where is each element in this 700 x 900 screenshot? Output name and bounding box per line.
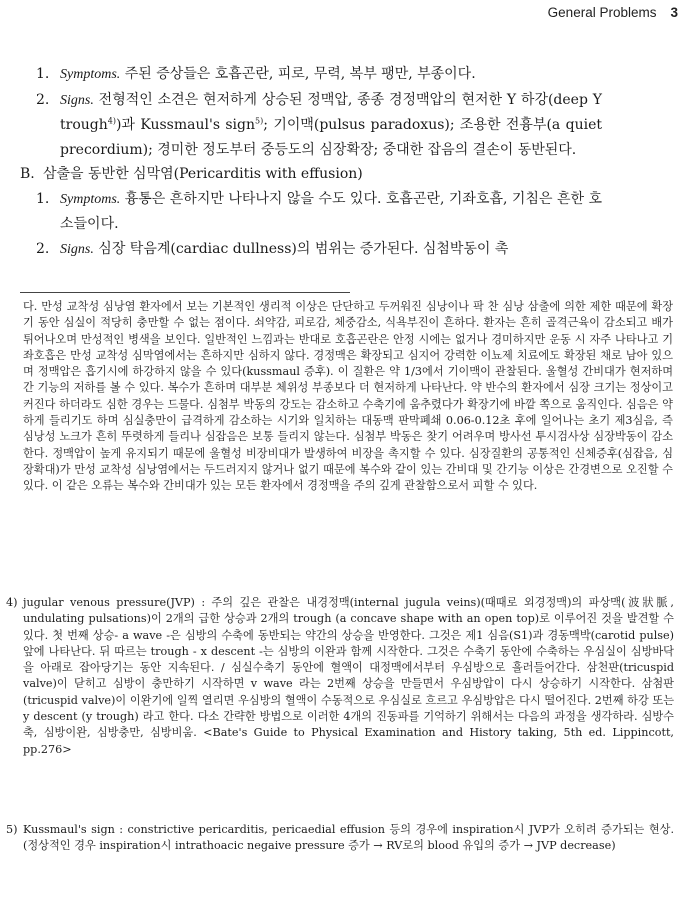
item-label: 1. <box>36 66 50 82</box>
item-label: 2. <box>36 240 50 257</box>
item-label: 1. <box>36 190 50 207</box>
item-text: ; 기이맥(pulsus paradoxus); 조용한 전흉부(a quiet precordium); 경미한 정도부터 중등도의 심장확장; 중대한 잡음의 결손이 동반된다. <box>60 117 602 158</box>
signs-item <box>0 237 700 263</box>
item-label: 2. <box>36 91 50 108</box>
footnote-ref-5[interactable]: 5) <box>255 116 264 126</box>
item-text: 전형적인 소견은 현저하게 상승된 정맥압, 종종 경정맥압의 현저한 Y 하강(deep Y trough <box>60 91 602 133</box>
signs-item <box>0 88 700 163</box>
section-title: General Problems <box>547 5 657 20</box>
footnote-text: jugular venous pressure(JVP) : 주의 깊은 관찰은 내경정맥(internal jugula veins)(때때로 외경정맥)의 파상맥(波狀脈, undulating pulsations)이 2개의 급한 상승과 2개의 trough (a concave shape with an open top)로 이루어진 것을 발견할 수 있다. 첫 번째 상승- a wave -은 심방의 수축에 동반되는 약간의 상승을 반영한다. 그것은 제1 심음(S1)과 경동맥박(carotid pulse) 앞에 나타난다. 뒤 따르는 trough - x descent -는 심방의 이완과 함께 시작한다. 그것은 수축기 동안에 수축하는 우심실이 심방바닥을 아래로 잡아당기는 동안 지속된다. / 심실수축기 동안에 혈액이 대정맥에서부터 우심방으로 흘러들어간다. 삼천판(tricuspid valve)이 닫히고 심방이 충만하기 시작하면 v wave 라는 2번째 상승을 만들면서 우심방압이 다시 상승하기 시작한다. 삼첨판(tricuspid valve)이 이완기에 일찍 열리면 우심방의 혈액이 수동적으로 우심실로 흐르고 우심방압은 다시 떨어진다. 2번째 하강 또는 y descent (y trough) 라고 한다. 다소 간략한 방법으로 이러한 4개의 진동파를 기억하기 위해서는 다음의 과정을 생각하라. 심방수축, 심방이완, 심방충만, 심방비움. <Bate's Guide to Physical Examination and History taking, 5th ed. Lippincott, pp.276> <box>23 596 674 756</box>
item-lead: Signs. <box>60 92 94 108</box>
page-number: 3 <box>670 5 678 20</box>
footnote-continuation: 다. 만성 교착성 심낭염 환자에서 보는 기본적인 생리적 이상은 단단하고 두꺼워진 심낭이나 팍 찬 심낭 삼출에 의한 제한 때문에 확장기 동안 심실이 적당히 충만할 수 없는 점이다. 쇠약감, 피로감, 체중감소, 식욕부진이 흔하다. 환자는 흔히 골격근육이 감소되고 배가 튀어나오며 만성적인 병색을 보인다. 일반적인 느낌과는 반대로 호흡곤란은 안정 시에는 없거나 경미하지만 운동 시 자주 나타나고 기좌호흡은 만성 교착성 심막염에서는 흔하지만 심하지 않다. 경정맥은 확장되고 심지어 강력한 이뇨제 치료에도 확장된 채로 남아 있으며 정맥압은 흡기시에 하강하지 않을 수 있다(kussmaul 증후). 이 질환은 약 1/3에서 기이맥이 관찰된다. 울혈성 간비대가 현저하며 간 기능의 저하를 볼 수 있다. 복수가 흔하며 대부분 체위성 부종보다 더 현저하게 나타난다. 약 반수의 환자에서 심장 크기는 정상이고 커진다 하더라도 심한 경우는 드물다. 심첨부 박동의 강도는 감소하고 수축기에 움추렸다가 확장기에 바깥 쪽으로 움직인다. 심음은 약하게 들리기도 하며 심실충만이 급격하게 감소하는 시기와 일치하는 대동맥 판막폐쇄 0.06-0.12초 후에 일어나는 초기 제3심음, 즉 심낭성 노크가 흔히 뚜렷하게 들리나 심잡음은 보통 들리지 않는다. 심첨부 박동은 찾기 어려우며 방사선 투시검사상 심장박동이 감소한다. 정맥압이 높게 유지되기 때문에 울혈성 비장비대가 발생하여 비장을 촉지할 수 있다. 심장질환의 공통적인 신체증후(심잡음, 심장확대)가 만성 교착성 심낭염에서는 두드러지지 않거나 없기 때문에 복수와 같이 있는 간비대 및 간기능 이상은 간경변으로 오진할 수 있다. 이 같은 오류는 복수와 간비대가 있는 모든 환자에서 경정맥을 주의 깊게 관찰함으로서 피할 수 있다. <box>23 300 673 493</box>
section-heading-text: 삼출을 동반한 심막염(Pericarditis with effusion) <box>43 166 363 182</box>
item-lead: Symptoms. <box>60 67 121 82</box>
footnote-5 <box>6 822 674 855</box>
item-label: B. <box>20 166 35 182</box>
footnote-ref-4[interactable]: 4) <box>107 116 116 126</box>
running-header <box>548 5 678 20</box>
symptoms-item <box>0 187 700 237</box>
item-text: )과 Kussmaul's sign <box>115 117 256 133</box>
symptoms-item <box>0 62 700 88</box>
footnote-4 <box>6 595 674 758</box>
item-text: 흉통은 흔하지만 나타나지 않을 수도 있다. 호흡곤란, 기좌호흡, 기침은 흔한 호소들이다. <box>60 190 602 232</box>
footnote-number: 4) <box>6 596 18 609</box>
item-text: 심장 탁음계(cardiac dullness)의 범위는 증가된다. 심첨박동이 촉 <box>93 240 509 257</box>
footnote-number: 5) <box>6 823 18 836</box>
item-text: 주된 증상들은 호흡곤란, 피로, 무력, 복부 팽만, 부종이다. <box>120 66 476 82</box>
section-heading-b <box>0 162 700 187</box>
item-lead: Signs. <box>60 241 94 257</box>
main-text <box>0 62 700 262</box>
footnote-text: Kussmaul's sign : constrictive pericarditis, pericaedial effusion 등의 경우에 inspiration시 JVP가 오히려 증가되는 현상. (정상적인 경우 inspiration시 intrathoacic negaive pressure 증가 → RV로의 blood 유입의 증가 → JVP decrease) <box>23 823 674 853</box>
footnote-divider <box>20 292 350 293</box>
item-lead: Symptoms. <box>60 191 121 207</box>
